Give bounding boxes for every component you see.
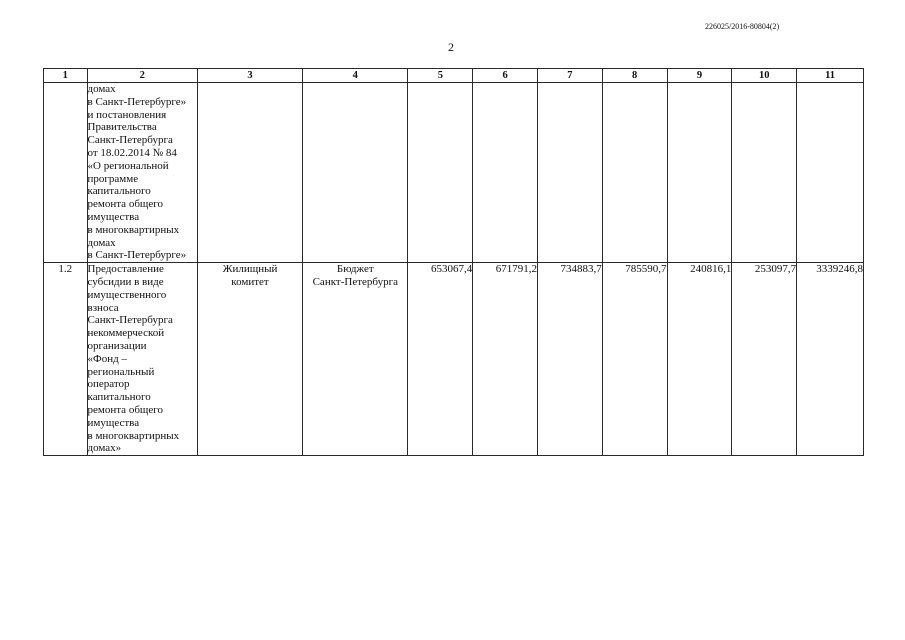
value-cell: 785590,7 [602,263,667,456]
measure-name-cell [87,83,197,263]
document-number: 226025/2016-80804(2) [705,22,780,31]
value-cell [667,83,732,263]
column-header: 6 [473,69,538,83]
funding-source-line: Бюджет [336,263,374,276]
measure-name-line: Санкт-Петербурга [87,134,173,147]
measure-name-line: капитального [87,185,151,198]
column-header: 11 [797,69,864,83]
executor-cell [197,263,302,456]
measure-name-line: в Санкт-Петербурге» [87,95,187,108]
measure-name-line: оператор [87,378,130,391]
measure-name-line: домах [87,236,116,249]
value-cell: 671791,2 [473,263,538,456]
column-header: 1 [44,69,88,83]
column-header: 3 [197,69,302,83]
measure-name-line: некоммерческой [87,327,165,340]
measure-name-line: Правительства [87,121,157,134]
value-cell [602,83,667,263]
measure-name-line: и постановления [87,108,167,121]
value-cell: 653067,4 [408,263,473,456]
column-header: 10 [732,69,797,83]
executor-cell [197,83,302,263]
column-header: 8 [602,69,667,83]
row-number-cell: 1.2 [44,263,88,456]
measure-name-line: «Фонд – [87,352,127,365]
funding-source-cell [303,263,408,456]
value-cell [797,83,864,263]
value-cell: 253097,7 [732,263,797,456]
value-cell: 240816,1 [667,263,732,456]
measure-name-line: ремонта общего [87,198,164,211]
column-header: 4 [303,69,408,83]
column-header: 9 [667,69,732,83]
measure-name-line: региональный [87,365,155,378]
value-cell [473,83,538,263]
funding-source-line: Санкт-Петербурга [312,275,398,288]
measure-name-line: в многоквартирных [87,429,180,442]
value-cell [408,83,473,263]
program-table [43,68,864,456]
measure-name-line: в многоквартирных [87,223,180,236]
measure-name-line: ремонта общего [87,403,164,416]
measure-name-line: домах» [87,442,122,455]
value-cell: 3339246,8 [797,263,864,456]
measure-name-line: субсидии в виде [87,275,164,288]
value-cell: 734883,7 [537,263,602,456]
page-number: 2 [448,40,454,54]
measure-name-line: в Санкт-Петербурге» [87,249,187,262]
measure-name-line: имущества [87,210,140,223]
table-row-1-2 [44,263,864,456]
table-row-continued [44,83,864,263]
measure-name-line: «О региональной [87,159,169,172]
executor-line: комитет [231,275,269,288]
funding-source-cell [303,83,408,263]
value-cell [537,83,602,263]
measure-name-line: имущественного [87,288,167,301]
executor-line: Жилищный [222,263,278,276]
column-header: 5 [408,69,473,83]
measure-name-line: домах [87,83,116,95]
measure-name-line: Санкт-Петербурга [87,314,173,327]
measure-name-line: организации [87,339,147,352]
column-header: 2 [87,69,197,83]
column-number-row [44,69,864,83]
measure-name-line: взноса [87,301,119,314]
measure-name-line: имущества [87,416,140,429]
row-number-cell [44,83,88,263]
measure-name-line: от 18.02.2014 № 84 [87,146,177,159]
column-header: 7 [537,69,602,83]
measure-name-line: капитального [87,391,151,404]
measure-name-line: программе [87,172,139,185]
value-cell [732,83,797,263]
measure-name-cell [87,263,197,456]
measure-name-line: Предоставление [87,263,164,276]
